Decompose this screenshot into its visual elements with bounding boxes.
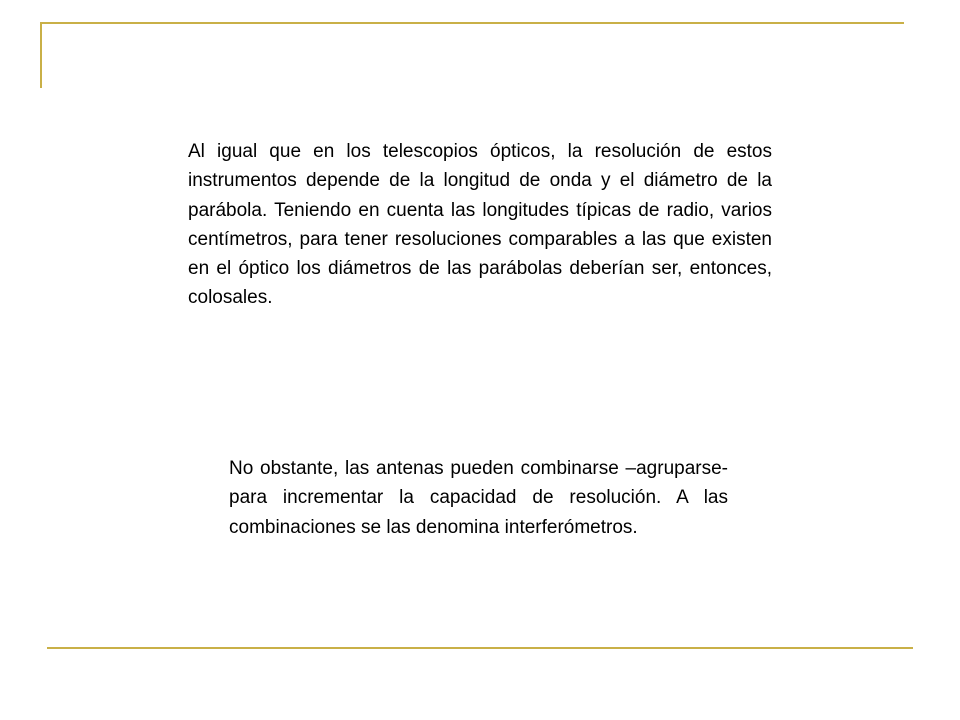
body-paragraph-resolution: Al igual que en los telescopios ópticos, la resolución de estos instrumentos depende de la longitud de onda y el diámetro de la parábola. Teniendo en cuenta las longitudes típicas de radio, varios centímetros, para tener resoluciones comparables a las que existen en el óptico los diámetros de las parábolas deberían ser, entonces, colosales. — [188, 141, 772, 309]
top-left-vertical-rule — [40, 22, 42, 88]
body-paragraph-interferometers: No obstante, las antenas pueden combinarse –agruparse- para incrementar la capacidad de resolución. A las combinaciones se las denomina interferómetros. — [229, 458, 728, 538]
top-horizontal-rule — [40, 22, 904, 24]
bottom-horizontal-rule — [47, 647, 913, 649]
